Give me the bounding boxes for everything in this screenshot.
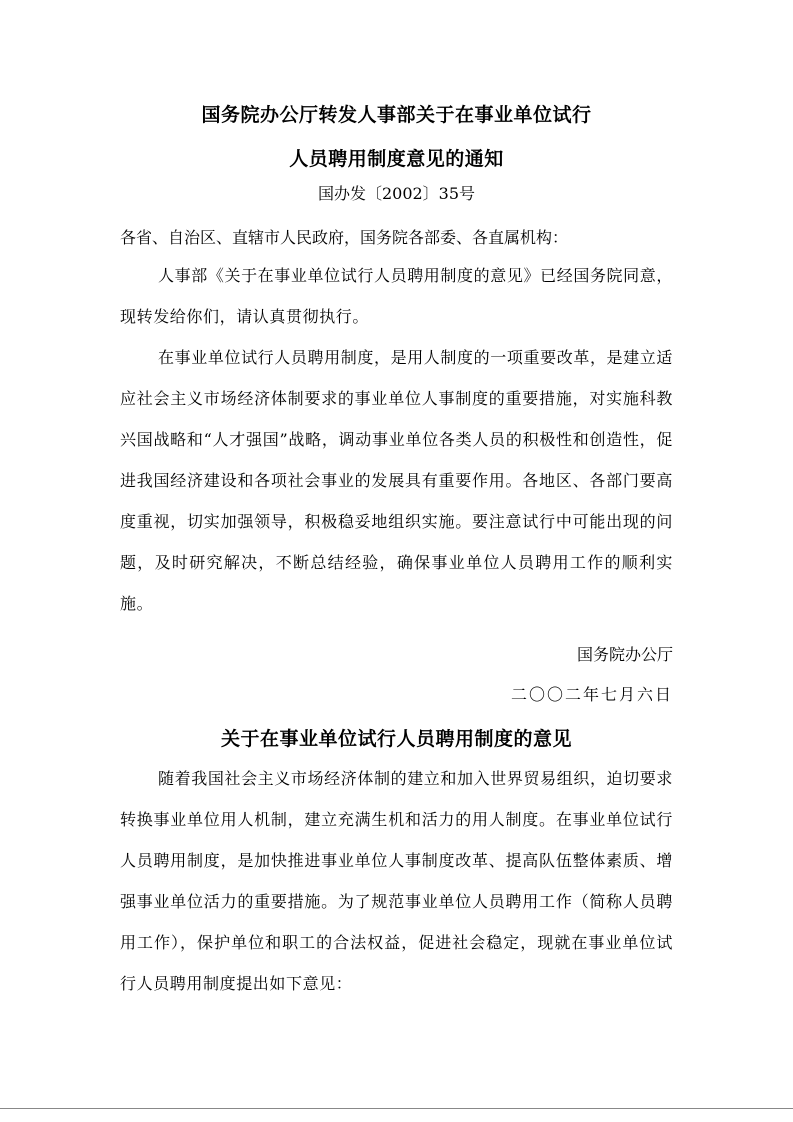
notice-paragraph-1: 人事部《关于在事业单位试行人员聘用制度的意见》已经国务院同意，现转发给你们，请认真贯彻执行。 — [120, 266, 673, 326]
notice-paragraph-2: 在事业单位试行人员聘用制度，是用人制度的一项重要改革，是建立适应社会主义市场经济体制要求的事业单位人事制度的重要措施，对实施科教兴国战略和“人才强国”战略，调动事业单位各类人员的积极性和创造性，促进我国经济建设和各项社会事业的发展具有重要作用。各地区、各部门要高度重视，切实加强领导，积极稳妥地组织实施。要注意试行中可能出现的问题，及时研究解决，不断总结经验，确保事业单位人员聘用工作的顺利实施。 — [120, 348, 673, 613]
salutation: 各省、自治区、直辖市人民政府，国务院各部委、各直属机构： — [120, 228, 569, 247]
document-number: 国办发〔2002〕35号 — [317, 184, 476, 203]
opinion-paragraph-1: 随着我国社会主义市场经济体制的建立和加入世界贸易组织，迫切要求转换事业单位用人机制，建立充满生机和活力的用人制度。在事业单位试行人员聘用制度，是加快推进事业单位人事制度改革、提高队伍整体素质、增强事业单位活力的重要措施。为了规范事业单位人员聘用工作（简称人员聘用工作），保护单位和职工的合法权益，促进社会稳定，现就在事业单位试行人员聘用制度提出如下意见： — [120, 769, 673, 993]
page-bottom-rule — [0, 1108, 793, 1109]
notice-title-line1: 国务院办公厅转发人事部关于在事业单位试行 — [201, 104, 592, 126]
opinion-title: 关于在事业单位试行人员聘用制度的意见 — [220, 728, 572, 750]
signature-date: 二〇〇二年七月六日 — [510, 685, 673, 704]
signature-issuer: 国务院办公厅 — [576, 645, 673, 664]
notice-title-line2: 人员聘用制度意见的通知 — [289, 148, 504, 170]
